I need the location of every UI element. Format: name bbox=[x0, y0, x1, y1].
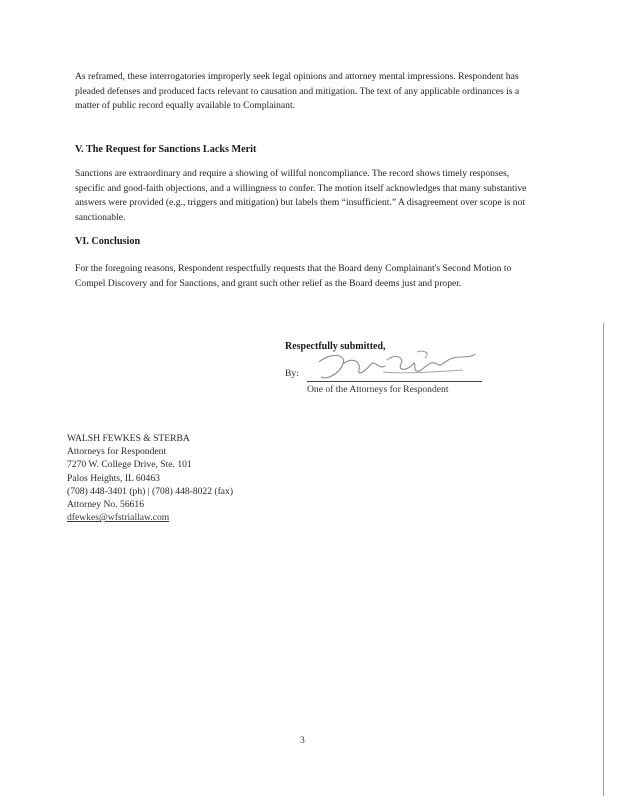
firm-address-block bbox=[67, 432, 367, 524]
firm-name: WALSH FEWKES & STERBA bbox=[67, 433, 190, 444]
paragraph-sanctions: Sanctions are extraordinary and require a showing of willful noncompliance. The record shows timely responses, specific and good-faith objections, and a willingness to confer. The motion itself acknowledges that many substantive answers were provided (e.g., triggers and mitigation) but labels them “insufficient.” A disagreement over scope is not sanctionable. bbox=[75, 168, 527, 223]
firm-role: Attorneys for Respondent bbox=[67, 446, 167, 458]
paragraph-reframed: As reframed, these interrogatories improperly seek legal opinions and attorney mental impressions. Respondent has pleaded defenses and produced facts relevant to causation and mitigation. The text of any applicable ordinances is a matter of public record equally available to Complainant. bbox=[75, 71, 520, 111]
signature-block bbox=[285, 341, 505, 395]
scan-edge-line bbox=[603, 323, 604, 796]
heading-section-v: V. The Request for Sanctions Lacks Merit bbox=[75, 144, 257, 155]
handwritten-signature bbox=[313, 350, 478, 384]
respectfully-submitted: Respectfully submitted, bbox=[285, 341, 386, 352]
paragraph-conclusion: For the foregoing reasons, Respondent respectfully requests that the Board deny Complainant's Second Motion to Compel Discovery and for Sanctions, and grant such other relief as the Board deems just and proper. bbox=[75, 263, 512, 289]
firm-phone: (708) 448-3401 (ph) | (708) 448-8022 (fax) bbox=[67, 485, 234, 497]
heading-section-vi: VI. Conclusion bbox=[75, 236, 141, 247]
by-label: By: bbox=[285, 368, 299, 379]
page-number: 3 bbox=[300, 735, 305, 746]
signature-by-row bbox=[285, 368, 485, 384]
attorneys-for-respondent-line: One of the Attorneys for Respondent bbox=[307, 384, 449, 395]
attorney-number: Attorney No. 56616 bbox=[67, 499, 145, 511]
firm-street: 7270 W. College Drive, Ste. 101 bbox=[67, 459, 192, 471]
firm-city: Palos Heights, IL 60463 bbox=[67, 472, 160, 484]
email-link[interactable]: dfewkes@wfstriallaw.com bbox=[67, 512, 170, 524]
